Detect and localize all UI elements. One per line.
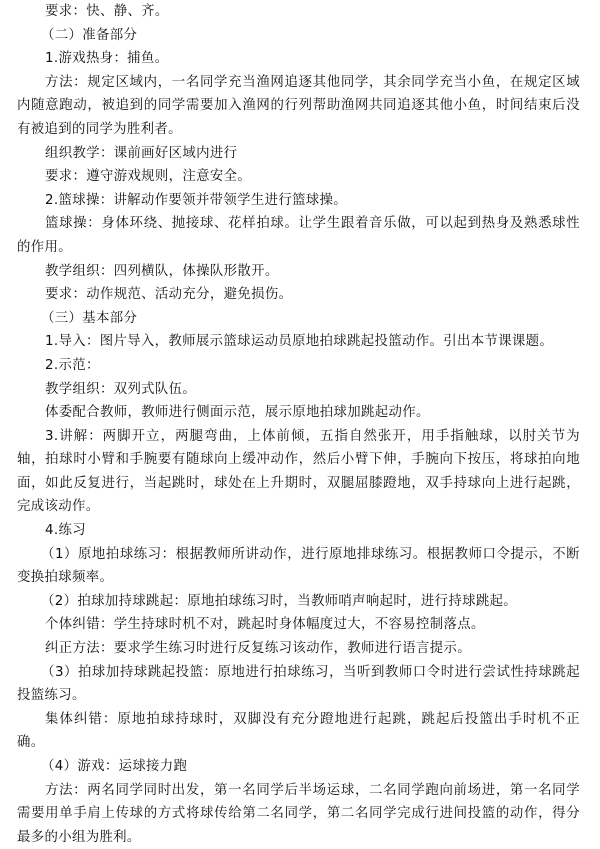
basketball-drill-description: 篮球操：身体环绕、抛接球、花样拍球。让学生跟着音乐做，可以起到热身及熟悉球性的作用。 [17, 216, 580, 255]
basketball-drill-organization: 教学组织：四列横队，体操队形散开。 [45, 263, 279, 279]
correction-method: 纠正方法：要求学生练习时进行反复练习该动作，教师进行语言提示。 [45, 641, 471, 657]
introduction-paragraph: 1.导入：图片导入，教师展示篮球运动员原地拍球跳起投篮动作。引出本节课课题。 [45, 334, 554, 350]
practice-item-3: （3）拍球加持球跳起投篮：原地进行拍球练习，当听到教师口令时进行尝试性持球跳起投篮练习。 [17, 664, 580, 704]
practice-item-2: （2）拍球加持球跳起：原地拍球练习时，当教师哨声响起时，进行持球跳起。 [41, 593, 518, 609]
explanation-paragraph: 3.讲解：两脚开立，两腿弯曲，上体前倾，五指自然张开，用手指触球，以肘关节为轴，拍球时小臂和手腕要有随球向上缓冲动作，然后小臂下伸，手腕向下按压，将球拍向地面，如此反复进行，当起跳时，球处在上升期时，双腿屈膝蹬地，双手持球向上进行起跳，完成该动作。 [17, 428, 580, 515]
section-heading-preparation: （二）准备部分 [41, 27, 138, 43]
demonstration-description: 体委配合教师，教师进行侧面示范，展示原地拍球加跳起动作。 [45, 405, 430, 421]
requirement-paragraph: 要求：快、静、齐。 [45, 4, 169, 19]
individual-error-correction: 个体纠错：学生持球时机不对，跳起时身体幅度过大，不容易控制落点。 [45, 617, 485, 633]
demonstration-title: 2.示范： [45, 357, 100, 373]
practice-item-4-game: （4）游戏：运球接力跑 [41, 759, 188, 774]
section-heading-basic: （三）基本部分 [41, 310, 138, 326]
group-error-correction: 集体纠错：原地拍球持球时，双脚没有充分蹬地进行起跳，跳起后投篮出手时机不正确。 [17, 711, 580, 751]
warmup-game-title: 1.游戏热身：捕鱼。 [45, 51, 169, 67]
warmup-requirement: 要求：遵守游戏规则，注意安全。 [45, 169, 252, 185]
practice-title: 4.练习 [45, 523, 86, 539]
practice-item-1: （1）原地拍球练习：根据教师所讲动作，进行原地排球练习。根据教师口令提示，不断变换拍球频率。 [17, 546, 580, 586]
warmup-method-paragraph: 方法：规定区域内，一名同学充当渔网追逐其他同学，其余同学充当小鱼，在规定区域内随意跑动，被追到的同学需要加入渔网的行列帮助渔网共同追逐其他小鱼，时间结束后没有被追到的同学为胜利者。 [17, 74, 580, 137]
game-method-paragraph: 方法：两名同学同时出发，第一名同学后半场运球，二名同学跑向前场进，第一名同学需要用单手肩上传球的方式将球传给第二名同学，第二名同学完成行进间投篮的动作，得分最多的小组为胜利。 [17, 782, 580, 845]
basketball-drill-title: 2.篮球操：讲解动作要领并带领学生进行篮球操。 [45, 192, 348, 208]
warmup-organization: 组织教学：课前画好区域内进行 [45, 145, 238, 161]
demonstration-organization: 教学组织：双列式队伍。 [45, 381, 197, 397]
basketball-drill-requirement: 要求：动作规范、活动充分，避免损伤。 [45, 287, 293, 303]
